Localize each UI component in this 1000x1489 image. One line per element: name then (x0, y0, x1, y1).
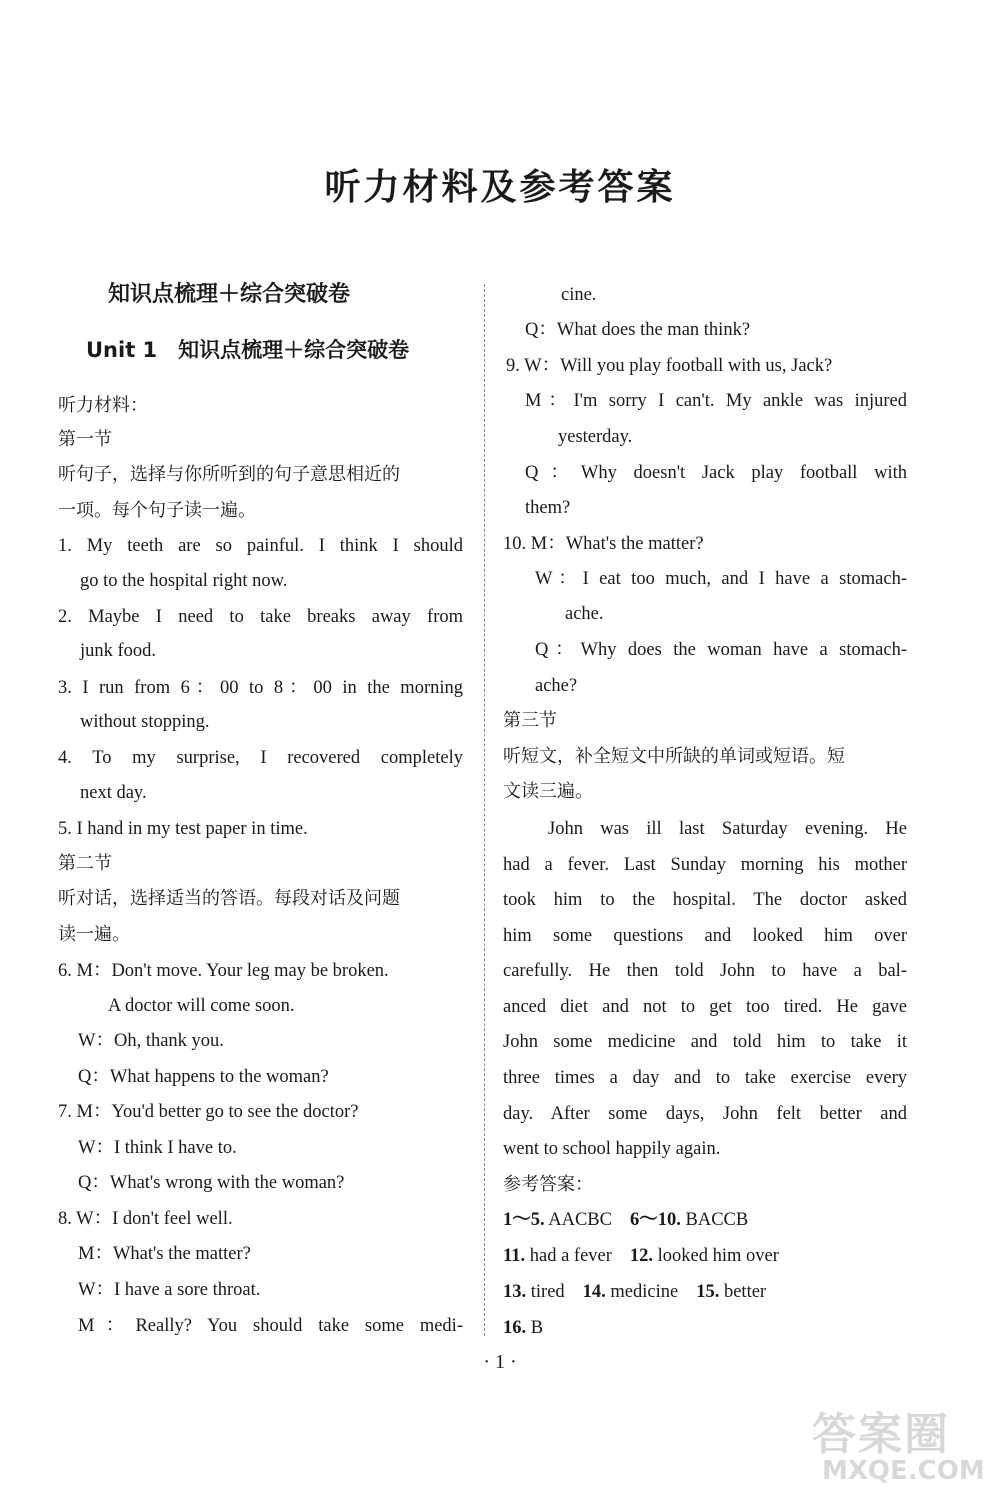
answer-number: 12. (629, 1246, 654, 1266)
passage-line: him some questions and looked him over (503, 926, 907, 946)
instruction-line: 文读三遍。 (503, 781, 593, 802)
dialogue-line: 6. M：Don't move. Your leg may be broken. (58, 961, 389, 981)
answer-row (503, 1243, 907, 1269)
dialogue-line: M：Really? You should take some medi- (78, 1316, 463, 1336)
dialogue-line: W：I have a sore throat. (78, 1280, 261, 1300)
answer-row (503, 1279, 907, 1305)
instruction-line: 听对话，选择适当的答语。每段对话及问题 (58, 888, 400, 909)
instruction-line: 听短文，补全短文中所缺的单词或短语。短 (503, 746, 845, 767)
answer-value: better (719, 1282, 767, 1302)
dialogue-line: ache. (565, 604, 604, 624)
watermark-text: 答案圈 (812, 1409, 950, 1460)
answer-number: 1～5. (503, 1210, 545, 1230)
passage-line: anced diet and not to get too tired. He gave (503, 997, 907, 1017)
column-divider (484, 284, 485, 1336)
text-line: without stopping. (80, 712, 210, 732)
dialogue-line: W：Oh, thank you. (78, 1031, 224, 1051)
dialogue-line: A doctor will come soon. (108, 996, 295, 1016)
dialogue-line: W：I eat too much, and I have a stomach- (535, 569, 907, 589)
answer-number: 14. (582, 1282, 606, 1302)
page-number: · 1 · (483, 1351, 517, 1373)
dialogue-line: W：I think I have to. (78, 1138, 237, 1158)
dialogue-line: M：I'm sorry I can't. My ankle was injured (525, 391, 907, 411)
dialogue-line: 10. M：What's the matter? (503, 534, 704, 554)
answers-heading: 参考答案： (503, 1174, 593, 1195)
dialogue-line: cine. (561, 285, 597, 305)
answer-number: 13. (503, 1282, 527, 1302)
dialogue-line: Q：What's wrong with the woman? (78, 1173, 345, 1193)
instruction-line: 听句子，选择与你所听到的句子意思相近的 (58, 464, 400, 485)
text-line: 4. To my surprise, I recovered completely (58, 748, 463, 768)
text-line: 5. I hand in my test paper in time. (58, 819, 308, 839)
answer-value: looked him over (653, 1246, 779, 1266)
dialogue-line: Q：What happens to the woman? (78, 1067, 329, 1087)
answer-value: had a fever (525, 1246, 612, 1266)
passage-line: carefully. He then told John to have a bal- (503, 961, 907, 981)
answer-value: tired (526, 1282, 565, 1302)
subsection-heading: 第三节 (503, 710, 557, 731)
text-line: 2. Maybe I need to take breaks away from (58, 607, 463, 627)
dialogue-line: Q：What does the man think? (525, 320, 751, 340)
answer-number: 15. (696, 1282, 720, 1302)
dialogue-line: 8. W：I don't feel well. (58, 1209, 233, 1229)
section-title: 知识点梳理＋综合突破卷 (108, 282, 351, 307)
dialogue-line: yesterday. (558, 427, 633, 447)
passage-line: had a fever. Last Sunday morning his mother (503, 855, 907, 875)
dialogue-line: ache? (535, 676, 578, 696)
text-line: 3. I run from 6：00 to 8：00 in the morning (58, 678, 463, 698)
answer-value: AACBC (544, 1210, 612, 1230)
answer-value: medicine (605, 1282, 679, 1302)
watermark-url: MXQE.COM (822, 1456, 985, 1486)
page-title: 听力材料及参考答案 (324, 167, 676, 208)
answer-number: 11. (503, 1246, 526, 1266)
passage-line: John was ill last Saturday evening. He (548, 819, 907, 839)
answer-number: 16. (503, 1318, 527, 1338)
dialogue-line: 9. W：Will you play football with us, Jack? (506, 356, 833, 376)
passage-line: three times a day and to take exercise every (503, 1068, 907, 1088)
answer-number: 6～10. (629, 1210, 681, 1230)
dialogue-line: 7. M：You'd better go to see the doctor? (58, 1102, 359, 1122)
answer-value: B (526, 1318, 544, 1338)
answer-row (503, 1207, 907, 1233)
passage-line: took him to the hospital. The doctor asked (503, 890, 907, 910)
text-line: 1. My teeth are so painful. I think I should (58, 536, 463, 556)
answer-row (503, 1315, 907, 1341)
dialogue-line: M：What's the matter? (78, 1244, 251, 1264)
text-line: go to the hospital right now. (80, 571, 288, 591)
subsection-heading: 第二节 (58, 853, 112, 874)
text-line: junk food. (80, 641, 157, 661)
unit-title: Unit 1 知识点梳理＋综合突破卷 (86, 338, 410, 362)
dialogue-line: them? (525, 498, 571, 518)
dialogue-line: Q：Why does the woman have a stomach- (535, 640, 907, 660)
text-line: next day. (80, 783, 147, 803)
passage-line: went to school happily again. (503, 1139, 721, 1159)
passage-line: day. After some days, John felt better and (503, 1104, 907, 1124)
passage-line: John some medicine and told him to take it (503, 1032, 907, 1052)
dialogue-line: Q：Why doesn't Jack play football with (525, 463, 907, 483)
instruction-line: 一项。每个句子读一遍。 (58, 500, 256, 521)
watermark-logo (812, 1398, 992, 1488)
subsection-heading: 第一节 (58, 429, 112, 450)
text-line: 听力材料： (58, 395, 148, 416)
instruction-line: 读一遍。 (58, 924, 130, 945)
answer-value: BACCB (680, 1210, 749, 1230)
